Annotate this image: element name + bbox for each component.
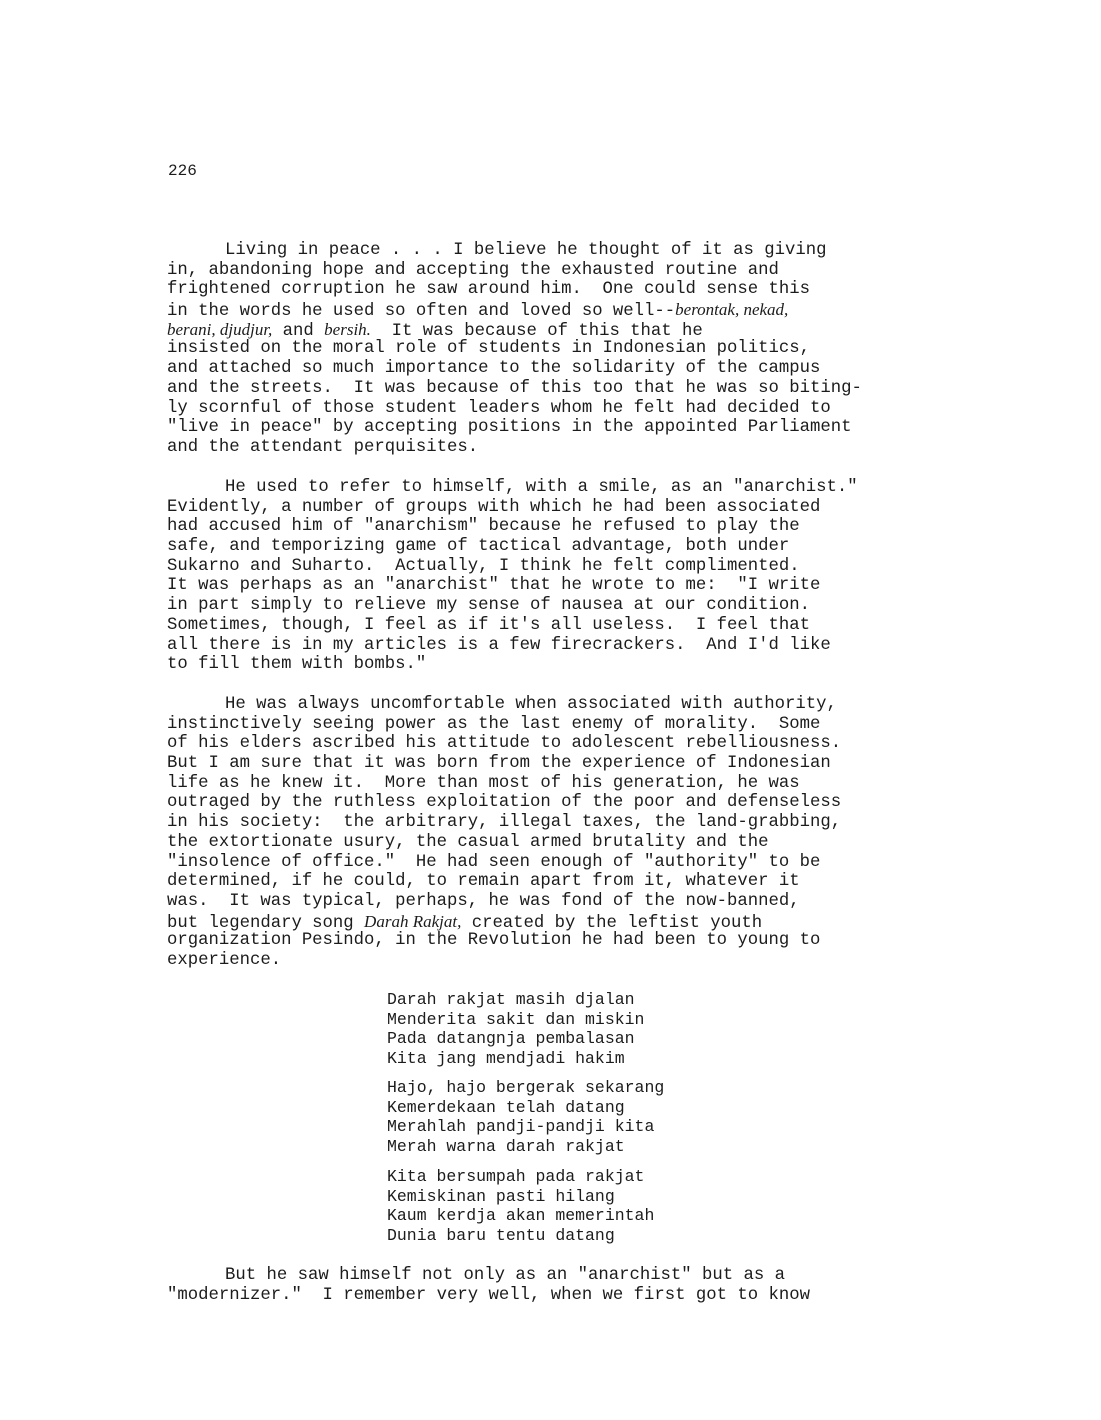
italic-words: berontak, nekad,	[675, 300, 789, 320]
text-line: determined, if he could, to remain apart from it, whatever it	[167, 872, 800, 892]
italic-words: bersih.	[324, 319, 371, 339]
poem-line: Merahlah pandji-pandji kita	[387, 1117, 655, 1137]
text-line	[167, 912, 967, 932]
poem-line: Pada datangnja pembalasan	[387, 1029, 635, 1049]
song-title: Darah Rakjat,	[364, 911, 462, 931]
text-line: Evidently, a number of groups with which he had been associated	[167, 497, 821, 517]
text-line	[167, 320, 967, 340]
text-line: It was perhaps as an "anarchist" that he wrote to me: "I write	[167, 576, 821, 596]
poem-line: Darah rakjat masih djalan	[387, 990, 635, 1009]
text-line: and the attendant perquisites.	[167, 437, 479, 457]
text-fragment: and	[272, 321, 325, 341]
poem-stanza-3	[387, 1167, 787, 1246]
text-fragment: but legendary song	[167, 913, 365, 933]
poem-line: Merah warna darah rakjat	[387, 1137, 625, 1157]
poem-stanza-1	[387, 990, 787, 1069]
poem-line: Kaum kerdja akan memerintah	[387, 1206, 655, 1226]
text-line: He used to refer to himself, with a smile, as an "anarchist."	[225, 478, 858, 497]
text-line: He was always uncomfortable when associated with authority,	[225, 695, 837, 714]
text-line: experience.	[167, 950, 282, 970]
poem-line: Menderita sakit dan miskin	[387, 1009, 645, 1029]
text-line: "live in peace" by accepting positions in the appointed Parliament	[167, 418, 852, 438]
text-line: and the streets. It was because of this too that he was so biting-	[167, 378, 862, 398]
paragraph-authority	[167, 695, 967, 971]
text-line: frightened corruption he saw around him. One could sense this	[167, 280, 810, 300]
page-number: 226	[168, 162, 197, 180]
text-line: Sukarno and Suharto. Actually, I think he felt complimented.	[167, 556, 800, 576]
text-line: had accused him of "anarchism" because he refused to play the	[167, 517, 800, 537]
text-line: insisted on the moral role of students in Indonesian politics,	[167, 339, 810, 359]
poem-line: Kemerdekaan telah datang	[387, 1097, 625, 1117]
text-line: the extortionate usury, the casual armed brutality and the	[167, 832, 769, 852]
poem-line: Dunia baru tentu datang	[387, 1226, 615, 1246]
poem-line: Kemiskinan pasti hilang	[387, 1186, 615, 1206]
poem-line: Kita jang mendjadi hakim	[387, 1049, 625, 1069]
text-fragment: in the words he used so often and loved so well--	[167, 302, 676, 322]
text-line: "modernizer." I remember very well, when we first got to know	[167, 1285, 810, 1305]
text-line: outraged by the ruthless exploitation of the poor and defenseless	[167, 793, 842, 813]
text-line: in his society: the arbitrary, illegal taxes, the land-grabbing,	[167, 813, 842, 833]
text-line: in, abandoning hope and accepting the exhausted routine and	[167, 260, 779, 280]
text-line: all there is in my articles is a few firecrackers. And I'd like	[167, 635, 831, 655]
italic-words: berani, djudjur,	[167, 319, 273, 339]
poem-line: Kita bersumpah pada rakjat	[387, 1167, 645, 1186]
text-line	[167, 300, 967, 320]
text-line: to fill them with bombs."	[167, 655, 427, 675]
text-fragment: It was because of this that he	[370, 321, 703, 341]
text-line: safe, and temporizing game of tactical advantage, both under	[167, 537, 790, 557]
text-line: was. It was typical, perhaps, he was fond of the now-banned,	[167, 891, 800, 911]
poem-stanza-2	[387, 1078, 787, 1157]
text-line: "insolence of office." He had seen enough of "authority" to be	[167, 852, 821, 872]
paragraph-modernizer	[167, 1266, 967, 1305]
text-fragment: created by the leftist youth	[461, 913, 763, 933]
text-line: and attached so much importance to the solidarity of the campus	[167, 359, 821, 379]
text-line: life as he knew it. More than most of his generation, he was	[167, 773, 800, 793]
text-line: But I am sure that it was born from the experience of Indonesian	[167, 754, 831, 774]
text-line: Living in peace . . . I believe he thought of it as giving	[225, 241, 827, 260]
text-line: in part simply to relieve my sense of nausea at our condition.	[167, 596, 810, 616]
text-line: organization Pesindo, in the Revolution he had been to young to	[167, 931, 821, 951]
text-line: of his elders ascribed his attitude to adolescent rebelliousness.	[167, 734, 842, 754]
text-line: Sometimes, though, I feel as if it's all useless. I feel that	[167, 615, 810, 635]
text-line: instinctively seeing power as the last enemy of morality. Some	[167, 714, 821, 734]
paragraph-living-in-peace	[167, 241, 967, 458]
poem-line: Hajo, hajo bergerak sekarang	[387, 1078, 665, 1097]
paragraph-anarchist	[167, 478, 967, 675]
text-line: But he saw himself not only as an "anarchist" but as a	[225, 1266, 786, 1285]
text-line: ly scornful of those student leaders whom he felt had decided to	[167, 398, 831, 418]
